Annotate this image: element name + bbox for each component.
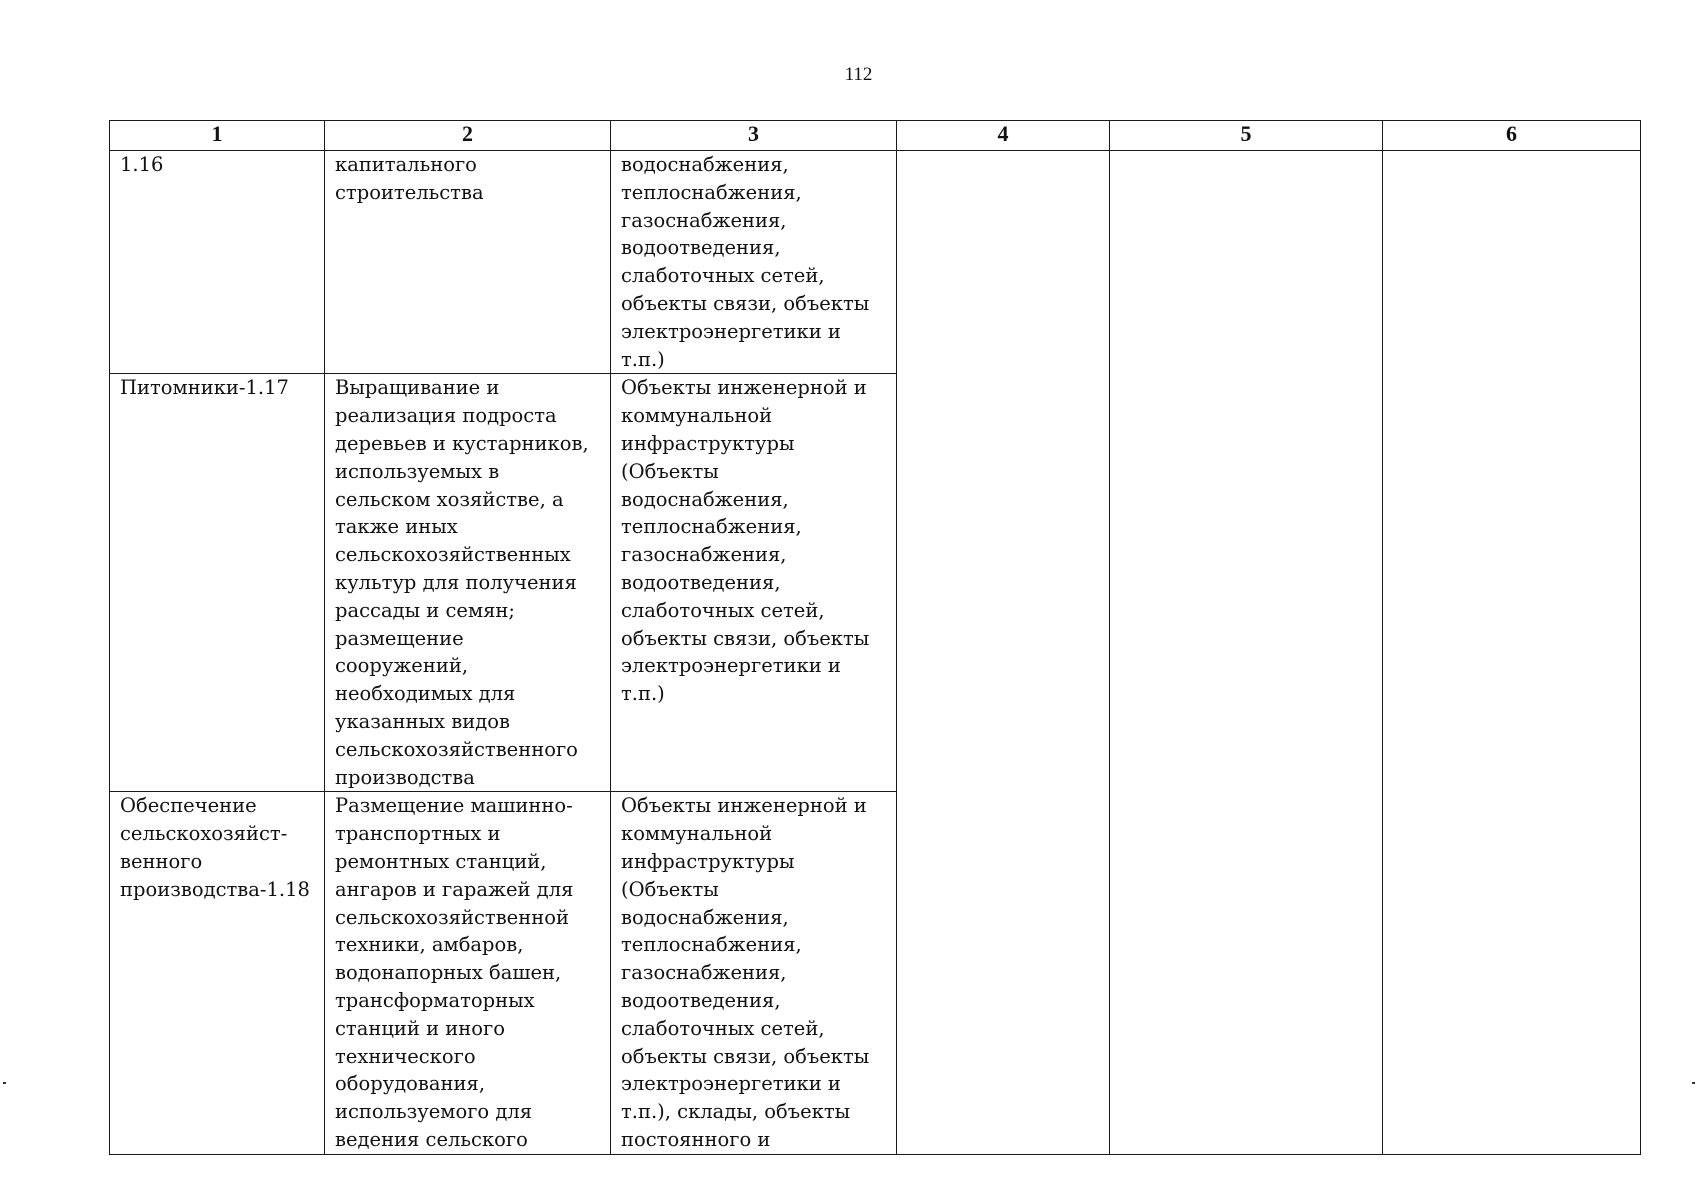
- row-description-cell: [325, 792, 611, 1154]
- row-description-text: Выращивание и реализация подроста деревьев и кустарников, используемых в сельском хозяйстве, а также иных сельскохозяйственных культур для получения рассады и семян; размещение сооружений, необходимых для указанных видов сельскохозяйственного производства: [335, 376, 589, 789]
- row-auxiliary-cell: [611, 792, 897, 1154]
- row-code-text: Обеспечение сельскохозяйст- венного производства-1.18: [120, 794, 310, 901]
- column-5-merged-cell: [1110, 151, 1383, 1155]
- column-header-5: 5: [1110, 121, 1383, 151]
- row-description-cell: [325, 374, 611, 792]
- row-description-text: Размещение машинно- транспортных и ремонтных станций, ангаров и гаражей для сельскохозяйственной техники, амбаров, водонапорных башен, трансформаторных станций и иного технического оборудования, используемого для ведения сельского: [335, 794, 574, 1151]
- row-auxiliary-text: водоснабжения, теплоснабжения, газоснабжения, водоотведения, слаботочных сетей, объекты связи, объекты электроэнергетики и т.п.): [621, 153, 870, 371]
- row-code-cell: [110, 792, 325, 1154]
- table-row: [110, 151, 1641, 374]
- row-description-cell: [325, 151, 611, 374]
- column-header-1: 1: [110, 121, 325, 151]
- column-header-2: 2: [325, 121, 611, 151]
- column-header-3: 3: [611, 121, 897, 151]
- row-auxiliary-text: Объекты инженерной и коммунальной инфраструктуры (Объекты водоснабжения, теплоснабжения, газоснабжения, водоотведения, слаботочных сетей, объекты связи, объекты электроэнергетики и т.п.): [621, 376, 870, 706]
- row-code-cell: [110, 374, 325, 792]
- column-header-4: 4: [897, 121, 1110, 151]
- column-header-6: 6: [1383, 121, 1641, 151]
- page-number: 112: [844, 64, 873, 85]
- row-code-text: Питомники-1.17: [120, 376, 289, 400]
- scan-mark-left: [3, 1082, 6, 1084]
- row-description-text: капитального строительства: [335, 153, 484, 204]
- row-auxiliary-text: Объекты инженерной и коммунальной инфраструктуры (Объекты водоснабжения, теплоснабжения, газоснабжения, водоотведения, слаботочных сетей, объекты связи, объекты электроэнергетики и т.п.), склады, объекты постоянного и: [621, 794, 870, 1151]
- row-auxiliary-cell: [611, 374, 897, 792]
- row-code-text: 1.16: [120, 153, 164, 176]
- column-6-merged-cell: [1383, 151, 1641, 1155]
- scan-mark-right: [1692, 1082, 1695, 1084]
- row-code-cell: [110, 151, 325, 374]
- table-header-row: [110, 121, 1641, 151]
- regulations-table: [109, 120, 1641, 1155]
- row-auxiliary-cell: [611, 151, 897, 374]
- column-4-merged-cell: [897, 151, 1110, 1155]
